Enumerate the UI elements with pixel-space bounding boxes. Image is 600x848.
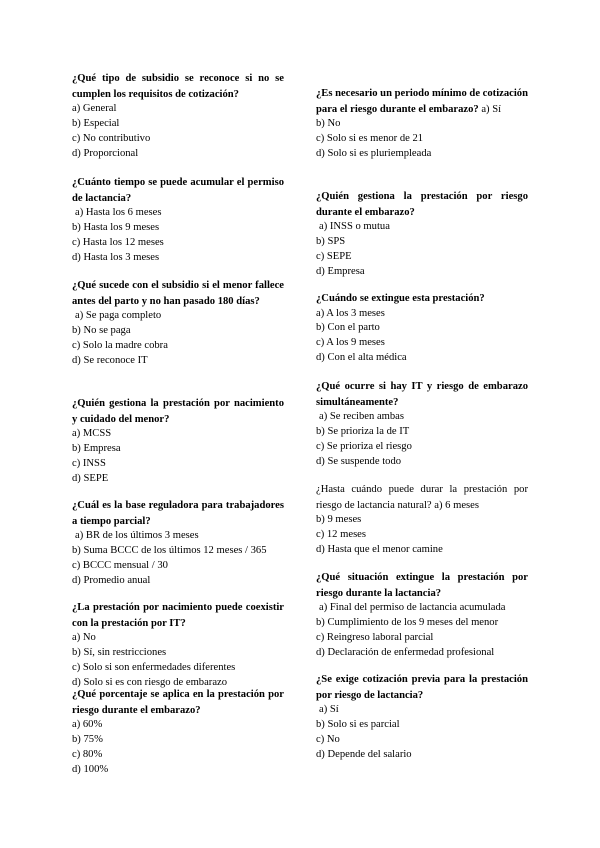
answer-option: a) INSS o mutua [319,221,390,232]
answer-option: d) Solo si es con riesgo de embarazo [72,676,228,688]
question-text [316,86,528,117]
answer-option: d) Solo si es pluriempleada [316,147,432,159]
question-text: ¿Qué tipo de subsidio se reconoce si no se cumplen los requisitos de cotización? [72,73,284,100]
answer-option: d) Proporcional [72,147,139,159]
question-block [72,600,284,691]
question-text-body: ¿Es necesario un periodo mínimo de cotización para el riesgo durante el embarazo? [316,88,528,115]
answer-option: c) Solo la madre cobra [72,339,168,351]
answer-option: c) Reingreso laboral parcial [316,631,434,643]
answer-option: c) A los 9 meses [316,337,385,349]
answer-option: a) MCSS [72,428,112,439]
question-text: ¿Cuál es la base reguladora para trabajadores a tiempo parcial? [72,500,284,527]
question-text: ¿Qué ocurre si hay IT y riesgo de embarazo simultáneamente? [316,381,528,408]
question-block [72,687,284,778]
answer-option: a) 6 meses [434,499,479,511]
answer-option: b) Sí, sin restricciones [72,646,167,658]
question-text: ¿Cuándo se extingue esta prestación? [316,293,485,304]
answer-option: c) 12 meses [316,528,367,540]
answer-option: d) Promedio anual [72,574,151,586]
question-block [316,570,528,661]
question-text: ¿Qué sucede con el subsidio si el menor fallece antes del parto y no han pasado 180 días? [72,280,284,307]
answer-option: c) 80% [72,748,103,760]
question-block [316,482,528,558]
answer-option: a) Sí [319,704,339,715]
question-block [316,189,528,280]
question-block [72,175,284,266]
question-block [72,498,284,589]
answer-option: c) Solo si es menor de 21 [316,132,424,144]
question-text: ¿Qué porcentaje se aplica en la prestación por riesgo durante el embarazo? [72,689,284,716]
answer-option: b) Suma BCCC de los últimos 12 meses / 365 [72,544,267,556]
answer-option: b) Hasta los 9 meses [72,221,160,233]
question-text-body: ¿Hasta cuándo puede durar la prestación por riesgo de lactancia natural? [316,484,528,511]
answer-option: b) Empresa [72,442,121,454]
answer-option: a) General [72,103,117,114]
answer-option: a) Sí [481,103,502,115]
answer-option: d) Declaración de enfermedad profesional [316,646,495,658]
question-block [72,278,284,369]
answer-option: d) Hasta que el menor camine [316,543,443,555]
answer-option: d) Hasta los 3 meses [72,251,160,263]
question-text: ¿Quién gestiona la prestación por nacimiento y cuidado del menor? [72,398,284,425]
question-block [72,396,284,487]
answer-option: c) Se prioriza el riesgo [316,440,412,452]
answer-option: c) Solo si son enfermedades diferentes [72,661,236,673]
answer-option: a) No [72,632,96,643]
answer-option: a) Hasta los 6 meses [75,207,162,218]
answer-option: d) SEPE [72,472,109,484]
question-block [316,672,528,763]
answer-option: b) No [316,118,341,129]
answer-option: a) A los 3 meses [316,307,385,319]
question-text [316,482,528,513]
question-block [72,71,284,162]
answer-option: a) Se paga completo [75,310,162,321]
answer-option: b) 75% [72,733,103,745]
answer-option: a) 60% [72,719,103,730]
answer-option: c) No contributivo [72,132,151,144]
answer-option: c) SEPE [316,250,352,262]
answer-option: d) Se suspende todo [316,455,402,467]
answer-option: c) Hasta los 12 meses [72,236,164,248]
answer-option: c) BCCC mensual / 30 [72,559,168,571]
answer-option: b) Con el parto [316,322,380,334]
question-block [316,86,528,162]
answer-option: d) Se reconoce IT [72,354,148,366]
question-text: ¿Quién gestiona la prestación por riesgo durante el embarazo? [316,191,528,218]
answer-option: a) BR de los últimos 3 meses [75,530,199,541]
answer-option: c) INSS [72,457,106,469]
question-text: ¿Qué situación extingue la prestación por riesgo durante la lactancia? [316,572,528,599]
answer-option: b) Cumplimiento de los 9 meses del menor [316,616,499,628]
question-text: ¿Cuánto tiempo se puede acumular el permiso de lactancia? [72,177,284,204]
answer-option: b) Especial [72,117,120,129]
answer-option: a) Final del permiso de lactancia acumulada [319,602,506,613]
answer-option: b) No se paga [72,324,131,336]
answer-option: b) 9 meses [316,514,362,525]
question-block [316,379,528,470]
answer-option: d) Con el alta médica [316,352,407,364]
answer-option: d) 100% [72,763,109,775]
question-block [316,291,528,366]
answer-option: a) Se reciben ambas [319,411,405,422]
answer-option: b) SPS [316,235,346,247]
question-text: ¿Se exige cotización previa para la prestación por riesgo de lactancia? [316,674,528,701]
question-text: ¿La prestación por nacimiento puede coexistir con la prestación por IT? [72,602,284,629]
answer-option: d) Empresa [316,265,365,277]
answer-option: b) Se prioriza la de IT [316,425,410,437]
answer-option: c) No [316,733,340,745]
answer-option: d) Depende del salario [316,748,412,760]
answer-option: b) Solo si es parcial [316,718,400,730]
